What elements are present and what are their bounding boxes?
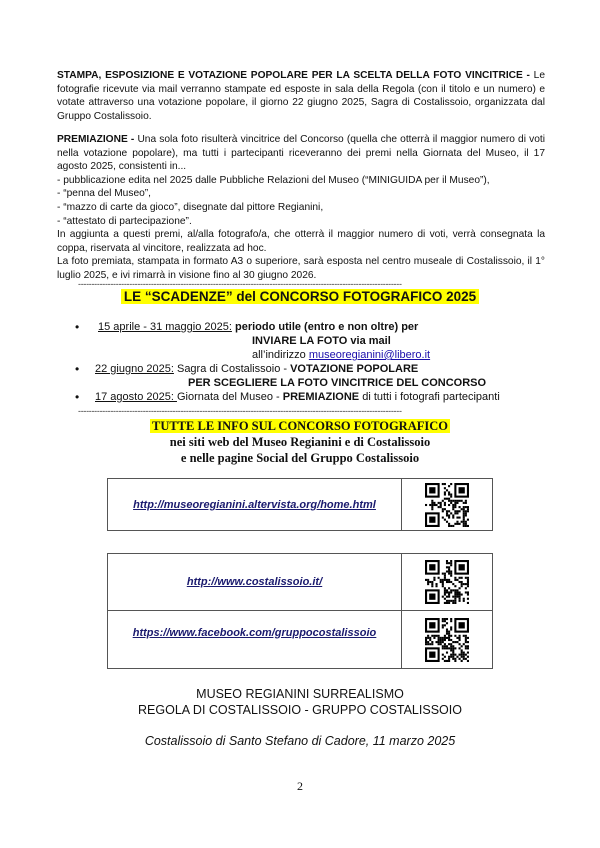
divider: ------------------------------------------------------------------------------------------------------------------------ <box>78 407 402 416</box>
qr-code-icon[interactable] <box>425 618 469 662</box>
links-table-museo <box>107 478 493 531</box>
deadline-1-line2: INVIARE LA FOTO via mail <box>252 335 391 347</box>
divider: ------------------------------------------------------------------------------------------------------------------------ <box>78 280 402 289</box>
bullet-icon: • <box>75 320 80 334</box>
museo-link[interactable]: http://museoregianini.altervista.org/home.html <box>133 498 376 511</box>
qr-cell <box>402 554 493 611</box>
deadline-2-bold: VOTAZIONE POPOLARE <box>290 363 419 375</box>
qr-code-icon[interactable] <box>425 483 469 527</box>
prizes-text: Una sola foto risulterà vincitrice del Concorso (quella che otterrà il maggior numero di voti nella votazione popolare), ma tutti i partecipanti riceveranno dei premi nella Giornata del Museo, il 17 agosto 2025, consistenti in... <box>57 134 545 173</box>
bullet-icon: • <box>75 362 80 376</box>
signature-line: Costalissoio di Santo Stefano di Cadore, 11 marzo 2025 <box>144 734 456 748</box>
deadline-3-bold: PREMIAZIONE <box>282 391 360 403</box>
info-line-2: nei siti web del Museo Regianini e di Costalissoio <box>169 435 431 449</box>
prize-item: - pubblicazione edita nel 2025 dalle Pubbliche Relazioni del Museo (“MINIGUIDA per il Museo”), <box>57 174 490 186</box>
costalissoio-link[interactable]: http://www.costalissoio.it/ <box>186 576 323 588</box>
prizes-exhibit-text: La foto premiata, stampata in formato A3 o superiore, sarà esposta nel centro museale di Costalissoio, il 1° luglio 2025, e ivi rimarrà in visione fino al 30 giugno 2026. <box>57 256 545 281</box>
qr-code-icon[interactable] <box>425 560 469 604</box>
museo-url-cell <box>108 479 402 531</box>
info-line-3: e nelle pagine Social del Gruppo Costalissoio <box>180 451 420 465</box>
prize-item: - “mazzo di carte da gioco”, disegnate dal pittore Regianini, <box>57 201 324 213</box>
page-number: 2 <box>297 779 303 793</box>
deadline-3-date: 17 agosto 2025: <box>95 391 177 403</box>
bullet-icon: • <box>75 390 80 404</box>
deadline-2-date: 22 giugno 2025: <box>95 363 174 375</box>
deadline-3-text: Giornata del Museo - <box>176 391 283 403</box>
deadline-1-date: 15 aprile - 31 maggio 2025: <box>98 321 232 333</box>
deadline-1-prefix: all’indirizzo <box>252 349 309 361</box>
deadline-item-3 <box>95 390 500 404</box>
facebook-url-cell <box>108 611 402 669</box>
facebook-link[interactable]: https://www.facebook.com/gruppocostalissoio <box>132 626 377 639</box>
deadline-2-line2: PER SCEGLIERE LA FOTO VINCITRICE DEL CONCORSO <box>188 377 487 389</box>
prizes-cup-text: In aggiunta a questi premi, al/alla fotografo/a, che otterrà il maggior numero di voti, verrà consegnata la coppa, riservata al vincitore, realizzata ad hoc. <box>57 229 545 254</box>
prizes-heading: PREMIAZIONE - <box>57 134 135 145</box>
deadline-1-line3 <box>252 348 430 362</box>
deadline-1-text: periodo utile (entro e non oltre) per <box>231 321 419 333</box>
section-exhibition <box>57 69 545 123</box>
deadlines-title-text: LE “SCADENZE” del CONCORSO FOTOGRAFICO 2025 <box>121 289 479 304</box>
deadline-item-2 <box>95 362 418 376</box>
deadline-3-rest: di tutti i fotografi partecipanti <box>359 391 500 403</box>
info-title: TUTTE LE INFO SUL CONCORSO FOTOGRAFICO <box>151 419 448 433</box>
qr-cell <box>402 611 493 669</box>
costalissoio-url-cell <box>108 554 402 611</box>
deadline-item-1 <box>98 320 418 334</box>
links-table-costalissoio <box>107 553 493 669</box>
footer-line-1: MUSEO REGIANINI SURREALISMO <box>196 687 404 701</box>
section-prizes <box>57 133 545 283</box>
exhibition-text: Le fotografie ricevute via mail verranno stampate ed esposte in sala della Regola (con il titolo e un numero) e votate attraverso una votazione popolare, il giorno 22 giugno 2025, Sagra di Costalissoio, organizzata dal Gruppo Costalissoio. <box>57 70 546 122</box>
qr-cell <box>402 479 493 531</box>
deadlines-title <box>0 289 600 304</box>
deadline-2-text: Sagra di Costalissoio - <box>173 363 291 375</box>
prize-item: - “penna del Museo”, <box>57 188 152 200</box>
info-heading <box>0 418 600 466</box>
footer-line-2: REGOLA DI COSTALISSOIO - GRUPPO COSTALISSOIO <box>138 703 462 717</box>
prize-item: - “attestato di partecipazione”. <box>57 215 192 227</box>
email-link[interactable]: museoregianini@libero.it <box>308 349 431 361</box>
exhibition-heading: STAMPA, ESPOSIZIONE E VOTAZIONE POPOLARE PER LA SCELTA DELLA FOTO VINCITRICE - <box>57 70 530 81</box>
